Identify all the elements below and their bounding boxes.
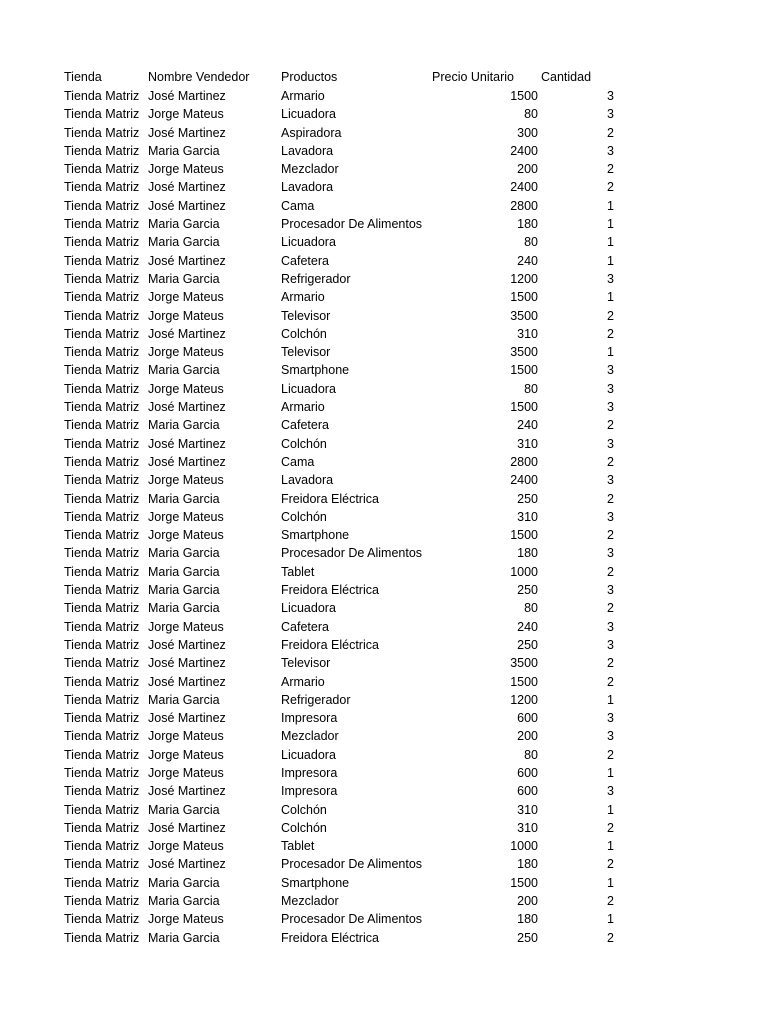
cell-producto[interactable]: Armario [281, 674, 325, 689]
table-row [64, 654, 624, 672]
cell-tienda[interactable]: Tienda Matriz [64, 308, 140, 323]
cell-producto[interactable]: Freidora Eléctrica [281, 637, 379, 652]
cell-cantidad[interactable]: 1 [607, 345, 614, 360]
cell-precio-unitario[interactable]: 80 [524, 747, 538, 762]
cell-precio-unitario[interactable]: 1200 [510, 271, 538, 286]
cell-producto[interactable]: Smartphone [281, 363, 350, 378]
cell-cantidad[interactable]: 3 [607, 436, 614, 451]
cell-tienda[interactable]: Tienda Matriz [64, 583, 140, 598]
cell-precio-unitario[interactable]: 600 [517, 765, 538, 780]
cell-precio-unitario[interactable]: 1500 [510, 674, 538, 689]
cell-producto[interactable]: Freidora Eléctrica [281, 491, 379, 506]
table-row [64, 233, 624, 251]
cell-producto[interactable]: Smartphone [281, 528, 350, 543]
cell-producto[interactable]: Impresora [281, 784, 338, 799]
cell-precio-unitario[interactable]: 200 [517, 162, 538, 177]
table-row [64, 197, 624, 215]
table-row [64, 526, 624, 544]
cell-tienda[interactable]: Tienda Matriz [64, 528, 140, 543]
table-row [64, 819, 624, 837]
cell-producto[interactable]: Procesador De Alimentos [281, 857, 423, 872]
cell-precio-unitario[interactable]: 80 [524, 601, 538, 616]
header-nombre-vendedor[interactable]: Nombre Vendedor [148, 70, 250, 84]
cell-nombre-vendedor[interactable]: Maria Garcia [148, 546, 220, 561]
cell-producto[interactable]: Cafetera [281, 253, 329, 268]
cell-nombre-vendedor[interactable]: Maria Garcia [148, 894, 220, 909]
cell-precio-unitario[interactable]: 250 [517, 930, 538, 945]
table-row [64, 343, 624, 361]
cell-cantidad[interactable]: 3 [607, 546, 614, 561]
table-row [64, 636, 624, 654]
cell-tienda[interactable]: Tienda Matriz [64, 656, 140, 671]
table-row [64, 727, 624, 745]
cell-producto[interactable]: Refrigerador [281, 692, 351, 707]
cell-nombre-vendedor[interactable]: Maria Garcia [148, 491, 220, 506]
cell-producto[interactable]: Impresora [281, 711, 338, 726]
table-row [64, 490, 624, 508]
cell-nombre-vendedor[interactable]: Jorge Mateus [148, 619, 224, 634]
cell-cantidad[interactable]: 3 [607, 381, 614, 396]
cell-producto[interactable]: Lavadora [281, 180, 334, 195]
cell-tienda[interactable]: Tienda Matriz [64, 381, 140, 396]
cell-nombre-vendedor[interactable]: Maria Garcia [148, 235, 220, 250]
cell-cantidad[interactable]: 1 [607, 217, 614, 232]
table-row [64, 361, 624, 379]
cell-cantidad[interactable]: 2 [607, 528, 614, 543]
cell-producto[interactable]: Armario [281, 290, 325, 305]
cell-producto[interactable]: Cafetera [281, 619, 329, 634]
cell-tienda[interactable]: Tienda Matriz [64, 546, 140, 561]
cell-tienda[interactable]: Tienda Matriz [64, 162, 140, 177]
cell-nombre-vendedor[interactable]: José Martinez [148, 253, 226, 268]
cell-tienda[interactable]: Tienda Matriz [64, 418, 140, 433]
cell-tienda[interactable]: Tienda Matriz [64, 326, 140, 341]
cell-tienda[interactable]: Tienda Matriz [64, 363, 140, 378]
cell-cantidad[interactable]: 3 [607, 711, 614, 726]
table-row [64, 215, 624, 233]
cell-cantidad[interactable]: 3 [607, 619, 614, 634]
cell-tienda[interactable]: Tienda Matriz [64, 180, 140, 195]
cell-tienda[interactable]: Tienda Matriz [64, 729, 140, 744]
cell-tienda[interactable]: Tienda Matriz [64, 802, 140, 817]
cell-producto[interactable]: Televisor [281, 308, 331, 323]
cell-cantidad[interactable]: 2 [607, 820, 614, 835]
header-productos[interactable]: Productos [281, 70, 338, 84]
cell-nombre-vendedor[interactable]: José Martinez [148, 637, 226, 652]
cell-cantidad[interactable]: 3 [607, 509, 614, 524]
cell-precio-unitario[interactable]: 1500 [510, 875, 538, 890]
table-row [64, 270, 624, 288]
cell-nombre-vendedor[interactable]: José Martinez [148, 656, 226, 671]
cell-producto[interactable]: Licuadora [281, 747, 336, 762]
table-row [64, 416, 624, 434]
cell-tienda[interactable]: Tienda Matriz [64, 711, 140, 726]
cell-nombre-vendedor[interactable]: José Martinez [148, 857, 226, 872]
cell-cantidad[interactable]: 1 [607, 235, 614, 250]
cell-precio-unitario[interactable]: 80 [524, 235, 538, 250]
cell-tienda[interactable]: Tienda Matriz [64, 820, 140, 835]
cell-tienda[interactable]: Tienda Matriz [64, 89, 140, 103]
cell-producto[interactable]: Tablet [281, 839, 315, 854]
cell-nombre-vendedor[interactable]: Jorge Mateus [148, 528, 224, 543]
cell-producto[interactable]: Licuadora [281, 381, 336, 396]
table-row [64, 910, 624, 928]
cell-cantidad[interactable]: 2 [607, 747, 614, 762]
cell-cantidad[interactable]: 2 [607, 656, 614, 671]
cell-producto[interactable]: Televisor [281, 345, 331, 360]
cell-producto[interactable]: Lavadora [281, 473, 334, 488]
cell-tienda[interactable]: Tienda Matriz [64, 674, 140, 689]
cell-cantidad[interactable]: 3 [607, 107, 614, 122]
cell-precio-unitario[interactable]: 240 [517, 418, 538, 433]
cell-precio-unitario[interactable]: 3500 [510, 308, 538, 323]
cell-tienda[interactable]: Tienda Matriz [64, 107, 140, 122]
cell-precio-unitario[interactable]: 310 [517, 436, 538, 451]
cell-cantidad[interactable]: 1 [607, 802, 614, 817]
cell-cantidad[interactable]: 1 [607, 692, 614, 707]
cell-producto[interactable]: Mezclador [281, 729, 339, 744]
cell-cantidad[interactable]: 2 [607, 454, 614, 469]
cell-cantidad[interactable]: 1 [607, 198, 614, 213]
header-row [64, 68, 624, 87]
cell-precio-unitario[interactable]: 1000 [510, 839, 538, 854]
cell-nombre-vendedor[interactable]: Jorge Mateus [148, 290, 224, 305]
cell-precio-unitario[interactable]: 1500 [510, 528, 538, 543]
table-row [64, 599, 624, 617]
cell-producto[interactable]: Mezclador [281, 894, 339, 909]
cell-producto[interactable]: Cafetera [281, 418, 329, 433]
cell-nombre-vendedor[interactable]: Jorge Mateus [148, 729, 224, 744]
cell-precio-unitario[interactable]: 240 [517, 253, 538, 268]
cell-nombre-vendedor[interactable]: José Martinez [148, 400, 226, 415]
cell-nombre-vendedor[interactable]: Jorge Mateus [148, 839, 224, 854]
cell-tienda[interactable]: Tienda Matriz [64, 436, 140, 451]
cell-cantidad[interactable]: 2 [607, 930, 614, 945]
cell-cantidad[interactable]: 2 [607, 674, 614, 689]
cell-precio-unitario[interactable]: 3500 [510, 345, 538, 360]
cell-precio-unitario[interactable]: 3500 [510, 656, 538, 671]
cell-nombre-vendedor[interactable]: José Martinez [148, 180, 226, 195]
cell-nombre-vendedor[interactable]: Jorge Mateus [148, 107, 224, 122]
cell-precio-unitario[interactable]: 2800 [510, 198, 538, 213]
cell-tienda[interactable]: Tienda Matriz [64, 454, 140, 469]
cell-cantidad[interactable]: 1 [607, 912, 614, 927]
cell-nombre-vendedor[interactable]: Maria Garcia [148, 930, 220, 945]
cell-tienda[interactable]: Tienda Matriz [64, 619, 140, 634]
table-row [64, 544, 624, 562]
cell-producto[interactable]: Colchón [281, 326, 327, 341]
cell-nombre-vendedor[interactable]: José Martinez [148, 326, 226, 341]
table-row [64, 874, 624, 892]
cell-nombre-vendedor[interactable]: Jorge Mateus [148, 345, 224, 360]
cell-tienda[interactable]: Tienda Matriz [64, 875, 140, 890]
cell-nombre-vendedor[interactable]: José Martinez [148, 125, 226, 140]
cell-nombre-vendedor[interactable]: Maria Garcia [148, 601, 220, 616]
cell-tienda[interactable]: Tienda Matriz [64, 747, 140, 762]
cell-tienda[interactable]: Tienda Matriz [64, 473, 140, 488]
cell-precio-unitario[interactable]: 2400 [510, 143, 538, 158]
table-row [64, 87, 624, 105]
cell-precio-unitario[interactable]: 200 [517, 894, 538, 909]
cell-precio-unitario[interactable]: 180 [517, 217, 538, 232]
cell-cantidad[interactable]: 3 [607, 784, 614, 799]
table-row [64, 124, 624, 142]
cell-tienda[interactable]: Tienda Matriz [64, 253, 140, 268]
cell-nombre-vendedor[interactable]: Maria Garcia [148, 875, 220, 890]
cell-nombre-vendedor[interactable]: José Martinez [148, 820, 226, 835]
table-row [64, 673, 624, 691]
table-row [64, 746, 624, 764]
header-tienda[interactable]: Tienda [64, 70, 102, 84]
cell-producto[interactable]: Colchón [281, 820, 327, 835]
cell-cantidad[interactable]: 2 [607, 308, 614, 323]
cell-producto[interactable]: Colchón [281, 802, 327, 817]
table-row [64, 398, 624, 416]
cell-producto[interactable]: Procesador De Alimentos [281, 217, 423, 232]
cell-cantidad[interactable]: 1 [607, 290, 614, 305]
cell-nombre-vendedor[interactable]: Maria Garcia [148, 363, 220, 378]
cell-nombre-vendedor[interactable]: Maria Garcia [148, 217, 220, 232]
cell-tienda[interactable]: Tienda Matriz [64, 235, 140, 250]
cell-cantidad[interactable]: 3 [607, 583, 614, 598]
cell-producto[interactable]: Procesador De Alimentos [281, 912, 423, 927]
cell-nombre-vendedor[interactable]: Maria Garcia [148, 271, 220, 286]
cell-nombre-vendedor[interactable]: Maria Garcia [148, 583, 220, 598]
cell-precio-unitario[interactable]: 1500 [510, 290, 538, 305]
cell-tienda[interactable]: Tienda Matriz [64, 125, 140, 140]
cell-precio-unitario[interactable]: 1500 [510, 363, 538, 378]
cell-precio-unitario[interactable]: 180 [517, 912, 538, 927]
cell-precio-unitario[interactable]: 250 [517, 583, 538, 598]
cell-tienda[interactable]: Tienda Matriz [64, 345, 140, 360]
cell-cantidad[interactable]: 2 [607, 491, 614, 506]
cell-nombre-vendedor[interactable]: Jorge Mateus [148, 162, 224, 177]
cell-cantidad[interactable]: 3 [607, 400, 614, 415]
cell-cantidad[interactable]: 3 [607, 143, 614, 158]
cell-nombre-vendedor[interactable]: Maria Garcia [148, 802, 220, 817]
cell-cantidad[interactable]: 3 [607, 729, 614, 744]
cell-tienda[interactable]: Tienda Matriz [64, 400, 140, 415]
cell-producto[interactable]: Colchón [281, 436, 327, 451]
cell-nombre-vendedor[interactable]: José Martinez [148, 436, 226, 451]
table-row [64, 618, 624, 636]
cell-nombre-vendedor[interactable]: Maria Garcia [148, 692, 220, 707]
cell-precio-unitario[interactable]: 1500 [510, 89, 538, 103]
header-cantidad[interactable]: Cantidad [541, 70, 592, 84]
cell-producto[interactable]: Mezclador [281, 162, 339, 177]
table-row [64, 325, 624, 343]
spreadsheet-table [64, 68, 624, 947]
cell-producto[interactable]: Cama [281, 198, 315, 213]
table-row [64, 929, 624, 947]
cell-nombre-vendedor[interactable]: José Martinez [148, 711, 226, 726]
cell-precio-unitario[interactable]: 1200 [510, 692, 538, 707]
cell-tienda[interactable]: Tienda Matriz [64, 692, 140, 707]
cell-nombre-vendedor[interactable]: José Martinez [148, 198, 226, 213]
cell-nombre-vendedor[interactable]: José Martinez [148, 674, 226, 689]
cell-precio-unitario[interactable]: 2800 [510, 454, 538, 469]
cell-tienda[interactable]: Tienda Matriz [64, 491, 140, 506]
cell-cantidad[interactable]: 3 [607, 637, 614, 652]
cell-precio-unitario[interactable]: 250 [517, 491, 538, 506]
cell-nombre-vendedor[interactable]: Jorge Mateus [148, 381, 224, 396]
cell-precio-unitario[interactable]: 600 [517, 784, 538, 799]
cell-producto[interactable]: Colchón [281, 509, 327, 524]
cell-cantidad[interactable]: 2 [607, 857, 614, 872]
table-row [64, 435, 624, 453]
cell-cantidad[interactable]: 2 [607, 894, 614, 909]
table-row [64, 288, 624, 306]
cell-precio-unitario[interactable]: 250 [517, 637, 538, 652]
cell-precio-unitario[interactable]: 300 [517, 125, 538, 140]
cell-cantidad[interactable]: 1 [607, 253, 614, 268]
cell-precio-unitario[interactable]: 1000 [510, 564, 538, 579]
cell-cantidad[interactable]: 2 [607, 180, 614, 195]
table-row [64, 837, 624, 855]
cell-precio-unitario[interactable]: 1500 [510, 400, 538, 415]
cell-tienda[interactable]: Tienda Matriz [64, 509, 140, 524]
cell-cantidad[interactable]: 2 [607, 162, 614, 177]
table-row [64, 892, 624, 910]
cell-precio-unitario[interactable]: 2400 [510, 473, 538, 488]
cell-producto[interactable]: Televisor [281, 656, 331, 671]
cell-tienda[interactable]: Tienda Matriz [64, 564, 140, 579]
cell-cantidad[interactable]: 3 [607, 473, 614, 488]
cell-producto[interactable]: Smartphone [281, 875, 350, 890]
cell-precio-unitario[interactable]: 600 [517, 711, 538, 726]
cell-precio-unitario[interactable]: 310 [517, 509, 538, 524]
cell-producto[interactable]: Tablet [281, 564, 315, 579]
cell-tienda[interactable]: Tienda Matriz [64, 198, 140, 213]
cell-producto[interactable]: Licuadora [281, 235, 336, 250]
cell-precio-unitario[interactable]: 310 [517, 802, 538, 817]
table-row [64, 709, 624, 727]
cell-precio-unitario[interactable]: 80 [524, 107, 538, 122]
table-row [64, 855, 624, 873]
table-row [64, 801, 624, 819]
cell-cantidad[interactable]: 3 [607, 89, 614, 103]
cell-tienda[interactable]: Tienda Matriz [64, 637, 140, 652]
table-row [64, 380, 624, 398]
cell-tienda[interactable]: Tienda Matriz [64, 271, 140, 286]
cell-producto[interactable]: Freidora Eléctrica [281, 930, 379, 945]
cell-cantidad[interactable]: 2 [607, 326, 614, 341]
cell-tienda[interactable]: Tienda Matriz [64, 857, 140, 872]
cell-nombre-vendedor[interactable]: Jorge Mateus [148, 473, 224, 488]
table-body [64, 87, 624, 947]
cell-producto[interactable]: Armario [281, 400, 325, 415]
cell-tienda[interactable]: Tienda Matriz [64, 912, 140, 927]
cell-tienda[interactable]: Tienda Matriz [64, 894, 140, 909]
cell-precio-unitario[interactable]: 180 [517, 546, 538, 561]
table-row [64, 142, 624, 160]
cell-producto[interactable]: Refrigerador [281, 271, 351, 286]
cell-nombre-vendedor[interactable]: Jorge Mateus [148, 308, 224, 323]
cell-nombre-vendedor[interactable]: Maria Garcia [148, 564, 220, 579]
table-row [64, 252, 624, 270]
cell-cantidad[interactable]: 2 [607, 564, 614, 579]
cell-tienda[interactable]: Tienda Matriz [64, 217, 140, 232]
cell-nombre-vendedor[interactable]: José Martinez [148, 784, 226, 799]
cell-nombre-vendedor[interactable]: Jorge Mateus [148, 509, 224, 524]
cell-cantidad[interactable]: 2 [607, 601, 614, 616]
cell-tienda[interactable]: Tienda Matriz [64, 601, 140, 616]
cell-producto[interactable]: Aspiradora [281, 125, 342, 140]
cell-precio-unitario[interactable]: 310 [517, 326, 538, 341]
cell-producto[interactable]: Licuadora [281, 601, 336, 616]
table-row [64, 471, 624, 489]
cell-precio-unitario[interactable]: 180 [517, 857, 538, 872]
table-row [64, 563, 624, 581]
cell-producto[interactable]: Armario [281, 89, 325, 103]
cell-nombre-vendedor[interactable]: José Martinez [148, 454, 226, 469]
cell-producto[interactable]: Freidora Eléctrica [281, 583, 379, 598]
table-row [64, 453, 624, 471]
cell-cantidad[interactable]: 1 [607, 839, 614, 854]
header-precio-unitario[interactable]: Precio Unitario [432, 70, 514, 84]
cell-precio-unitario[interactable]: 2400 [510, 180, 538, 195]
cell-producto[interactable]: Impresora [281, 765, 338, 780]
cell-cantidad[interactable]: 1 [607, 875, 614, 890]
cell-nombre-vendedor[interactable]: Jorge Mateus [148, 912, 224, 927]
cell-nombre-vendedor[interactable]: Maria Garcia [148, 143, 220, 158]
table-row [64, 782, 624, 800]
table-row [64, 764, 624, 782]
cell-producto[interactable]: Procesador De Alimentos [281, 546, 423, 561]
cell-cantidad[interactable]: 1 [607, 765, 614, 780]
cell-nombre-vendedor[interactable]: Maria Garcia [148, 418, 220, 433]
cell-tienda[interactable]: Tienda Matriz [64, 784, 140, 799]
table-row [64, 105, 624, 123]
cell-cantidad[interactable]: 3 [607, 271, 614, 286]
cell-tienda[interactable]: Tienda Matriz [64, 290, 140, 305]
cell-nombre-vendedor[interactable]: Jorge Mateus [148, 765, 224, 780]
cell-producto[interactable]: Lavadora [281, 143, 334, 158]
cell-nombre-vendedor[interactable]: Jorge Mateus [148, 747, 224, 762]
cell-precio-unitario[interactable]: 240 [517, 619, 538, 634]
table-row [64, 178, 624, 196]
table-row [64, 307, 624, 325]
cell-producto[interactable]: Licuadora [281, 107, 336, 122]
cell-tienda[interactable]: Tienda Matriz [64, 765, 140, 780]
cell-producto[interactable]: Cama [281, 454, 315, 469]
table-row [64, 691, 624, 709]
cell-precio-unitario[interactable]: 200 [517, 729, 538, 744]
cell-cantidad[interactable]: 3 [607, 363, 614, 378]
cell-tienda[interactable]: Tienda Matriz [64, 839, 140, 854]
cell-cantidad[interactable]: 2 [607, 125, 614, 140]
cell-precio-unitario[interactable]: 80 [524, 381, 538, 396]
cell-precio-unitario[interactable]: 310 [517, 820, 538, 835]
cell-tienda[interactable]: Tienda Matriz [64, 930, 140, 945]
cell-cantidad[interactable]: 2 [607, 418, 614, 433]
table-row [64, 508, 624, 526]
table-row [64, 581, 624, 599]
cell-nombre-vendedor[interactable]: José Martinez [148, 89, 226, 103]
table-row [64, 160, 624, 178]
cell-tienda[interactable]: Tienda Matriz [64, 143, 140, 158]
